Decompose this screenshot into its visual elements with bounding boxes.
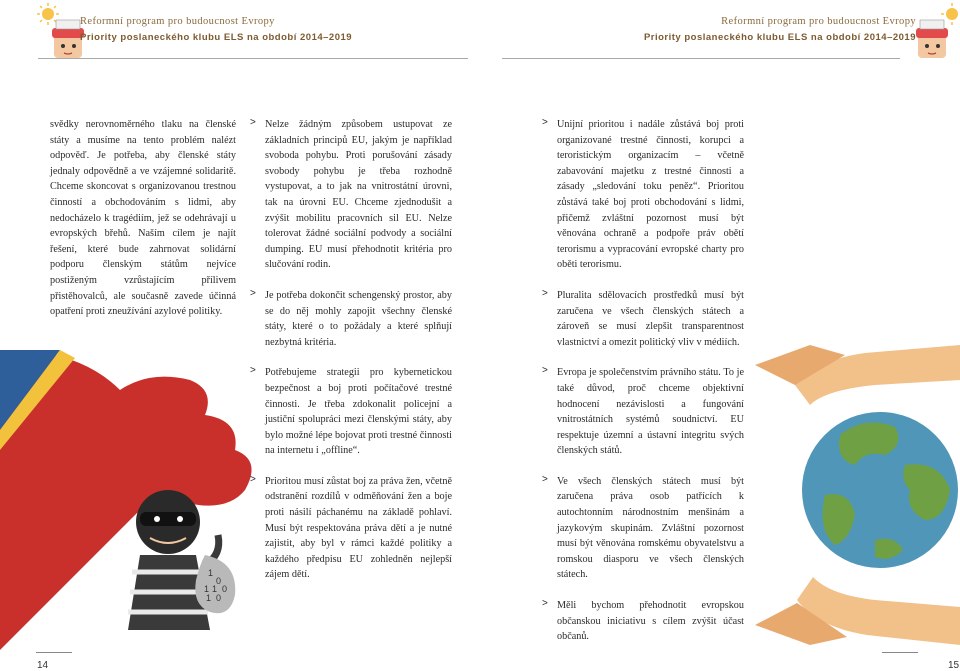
list-item-text: Měli bychom přehodnotit evropskou občanskou iniciativu s cílem zvýšit účast občanů. (557, 600, 744, 643)
bullet-arrow-icon: > (250, 287, 256, 299)
bullet-arrow-icon: > (542, 473, 548, 485)
header-title: Reformní program pro budoucnost Evropy (80, 16, 275, 27)
list-item-text: Evropa je společenstvím právního státu. To je také důvod, proč chceme objektivní hodnocení nezávislosti a fungování vnitrostátních systémů soudnictví. EU respektuje územní a ústavní integritu svých členských států. (557, 367, 744, 457)
list-item (250, 365, 452, 459)
list-item (250, 474, 452, 583)
page-number-left: 14 (37, 660, 49, 671)
svg-text:1: 1 (204, 584, 210, 594)
bullet-arrow-icon: > (542, 598, 548, 610)
page-number-right: 15 (948, 660, 960, 671)
list-item-text: Ve všech členských státech musí být zaručena práva osob patřících k autochtonním národnostním menšinám a jazykovým skupinám. Zvláštní pozornost musí být věnována romskému obyvatelstvu a romskou diasporu ve všech členských státech. (557, 475, 744, 581)
header-subtitle: Priority poslaneckého klubu ELS na období 2014–2019 (80, 32, 353, 43)
list-item (542, 474, 744, 583)
list-item-text: Je potřeba dokončit schengenský prostor, aby se do něj mohly zapojit všechny členské státy, které o to požádaly a které splňují nezbytná kritéria. (265, 289, 452, 348)
list-item-text: Nelze žádným způsobem ustupovat ze základních principů EU, jakým je například svoboda pohybu. Proti porušování zásady svobody pohybu je třeba rozhodně vystupovat, a to jak na vnitrostátní úrovni, tak na úrovni EU. Chceme zjednodušit a zvýšit mobilitu pracovních sil EU. Nelze tolerovat žádné sociální podvody a sociální dumping. EU musí přehodnotit kritéria pro slučování rodin. (265, 119, 452, 271)
intro-paragraph: svědky nerovnoměrného tlaku na členské státy a musíme na tento problém nalézt odpověď. Je potřeba, aby členské státy jednaly odpovědně a ve vzájemné solidaritě. Chceme skoncovat s organizovanou trestnou činností a obchodováním s lidmi, aby nedocházelo k tragédiím, jež se odehrávají u evropských břehů. Naším cílem je najít řešení, které bude zahrnovat solidární podporu členským státům nejvíce postiženým vzrůstajícím přílivem přistěhovalců, ale současně zavede účinná opatření proti zneužívání azylové politiky. (50, 119, 236, 318)
list-item (250, 117, 452, 273)
svg-text:0: 0 (216, 576, 222, 586)
thief-illustration (0, 350, 265, 650)
svg-text:1: 1 (206, 593, 212, 603)
priorities-column-a (250, 117, 452, 598)
header-title: Reformní program pro budoucnost Evropy (721, 16, 916, 27)
priorities-column-b (542, 117, 744, 660)
header-subtitle: Priority poslaneckého klubu ELS na období 2014–2019 (643, 32, 916, 43)
bullet-arrow-icon: > (542, 117, 548, 128)
header-divider (38, 58, 468, 59)
footer-divider (882, 652, 918, 653)
list-item-text: Prioritou musí zůstat boj za práva žen, včetně odstranění rozdílů v odměňování žen a boje proti násilí páchanému na základě pohlaví. Musí být respektována práva dětí a je nutné zajistit, aby byl v rámci každé politiky a každého předpisu EU zohledněn nejlepší zájem dětí. (265, 475, 452, 581)
thief-mask (140, 512, 196, 526)
svg-text:1: 1 (212, 584, 218, 594)
list-item-text: Pluralita sdělovacích prostředků musí být zaručena ve všech členských státech a zároveň se musí zlepšit transparentnost vlastnictví a omezit politický vliv v médiích. (557, 289, 744, 348)
svg-text:0: 0 (222, 584, 228, 594)
svg-text:0: 0 (216, 593, 222, 603)
list-item (542, 117, 744, 273)
bullet-arrow-icon: > (250, 365, 256, 377)
header-divider (502, 58, 900, 59)
footer-divider (36, 652, 72, 653)
list-item (250, 288, 452, 350)
list-item (542, 288, 744, 350)
list-item (542, 598, 744, 645)
list-item-text: Potřebujeme strategii pro kybernetickou bezpečnost a boj proti počítačové trestné činnosti. Je třeba zdokonalit policejní a justiční spolupráci mezi členskými státy, aby bylo možné lépe bojovat proti trestné činnosti na internetu i „offline“. (265, 367, 452, 457)
bullet-arrow-icon: > (542, 365, 548, 377)
globe-hands-illustration (755, 345, 960, 645)
list-item (542, 365, 744, 459)
list-item-text: Unijní prioritou i nadále zůstává boj proti organizované trestné činnosti, korupci a teroristickým organizacím – včetně zabavování majetku z trestné činnosti a zásady „sledování toku peněz“. Prioritou zůstává také boj proti obchodování s lidmi, přičemž zvláštní pozornost musí být věnována ochraně a podpoře práv obětí terorismu a vypracování evropské charty pro oběti terorismu. (557, 119, 744, 271)
bullet-arrow-icon: > (250, 117, 256, 128)
bullet-arrow-icon: > (542, 287, 548, 299)
bullet-arrow-icon: > (250, 473, 256, 485)
svg-text:1: 1 (208, 568, 214, 578)
